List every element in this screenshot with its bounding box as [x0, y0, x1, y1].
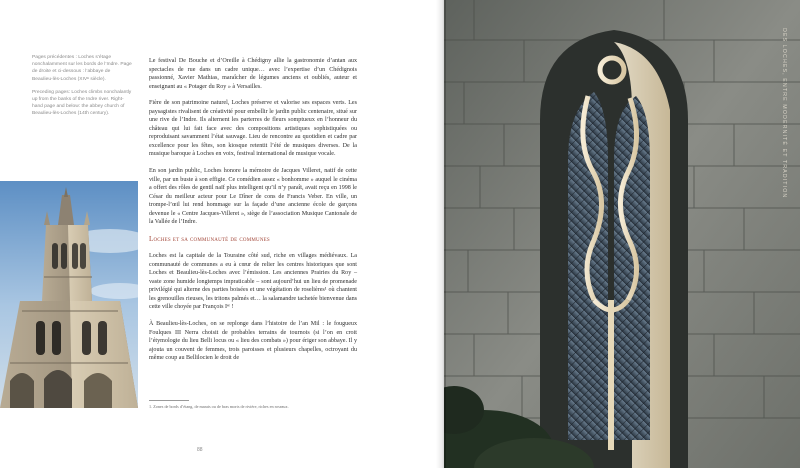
book-gutter — [436, 0, 446, 468]
section-heading: Loches et sa communauté de communes — [149, 234, 270, 243]
caption-french: Pages précédentes : Loches s’étage nonchalamment sur les bords de l’Indre. Page de droite et ci-dessous : l’abbaye de Beaulieu-lès-Loches (XIVᵉ siècle). — [32, 55, 132, 82]
paragraph-heritage: Fière de son patrimoine naturel, Loches préserve et valorise ses espaces verts. Les paysagistes rivalisent de créativité pour embellir le jardin public centenaire, situé sur une rive de l’Indre. Ils alternent les parterres de fleurs somptueux en l’honneur du château qui lui fait face avec des compositions artistiques sophistiquées ou reproduisant savamment l’état sauvage. Lieu de rencontre au quotidien et cadre par excellence pour les fêtes, son kiosque retentit l’été de musiques diverses. De la musique baroque à Loches en voix, festival international de musique vocale. — [149, 100, 357, 158]
caption-english: Preceding pages: Loches climbs nonchalantly up from the banks of the Indre river. Right-hand page and below: the abbey church of Beaulieu-lès-Loches (14th century). — [32, 89, 132, 117]
paragraph-community: Loches est la capitale de la Touraine côté sud, riche en villages médiévaux. La communauté de communes a eu à cœur de relier les centres historiques que sont Loches et Beaulieu-lès-Loches avec l’émission. Les anciennes Prairies du Roy – vaste zone humide longtemps impraticable – sont aujourd’hui un lieu de promenade privilégié qui alterne des parties boisées et une végétation de roselières¹ où chantent les grenouilles rieuses, les tritons palmés et… la salamandre tachetée bienvenue dans cette ville choyée par François Iᵉʳ ! — [149, 253, 357, 311]
footnote-rule — [149, 400, 189, 401]
running-title-text: DES LOCHES, ENTRE MODERNITÉ ET TRADITION — [781, 28, 787, 199]
main-text-column — [149, 57, 357, 371]
abbey-tower-illustration — [0, 181, 138, 408]
paragraph-beaulieu: À Beaulieu-lès-Loches, on se replonge dans l’histoire de l’an Mil : le fougueux Foulques III Nerra choisit de probables terrains de tournois (si l’on en croit l’étymologie du lieu Belli locus ou « lieu des combats ») pour ériger son abbaye. Il y ajouta un couvent de femmes, trois paroisses et plusieurs chapelles, octroyant du même coup au Bellilocien le droit de — [149, 321, 357, 362]
footnote: 1. Zones de bords d’étang, de marais ou de bras morts de rivière, riches en roseaux. — [149, 404, 289, 409]
photo-captions — [32, 54, 132, 124]
running-title — [777, 28, 789, 228]
gothic-window-illustration — [444, 0, 800, 468]
paragraph-villeret: En son jardin public, Loches honore la mémoire de Jacques Villeret, natif de cette ville, par un buste à son effigie. Ce comédien assez « bonhomme » auquel le cinéma a offert des rôles de gentil naïf plus intelligent qu’il n’y paraît, avait reçu en 1998 le César du meilleur acteur pour Le Dîner de cons de Francis Veber. En ville, un trompe-l’œil lui rend hommage sur la façade d’une ancienne école de garçons devenue le « Centre Jacques-Villeret », siège de l’association Musique Cantonale de la Vallée de l’Indre. — [149, 168, 357, 226]
right-page-window-photo — [444, 0, 800, 468]
abbey-tower-photo — [0, 181, 138, 408]
paragraph-festival: Le festival De Bouche et d’Oreille à Chédigny allie la gastronomie d’antan aux spectacles de rue dans un cadre unique… avec l’expertise d’un Chédignois passionné, Xavier Mathias, maraîcher de légumes anciens et oubliés, auteur et enseignant au « Potager du Roy » à Versailles. — [149, 58, 357, 90]
page-number: 88 — [197, 447, 203, 453]
